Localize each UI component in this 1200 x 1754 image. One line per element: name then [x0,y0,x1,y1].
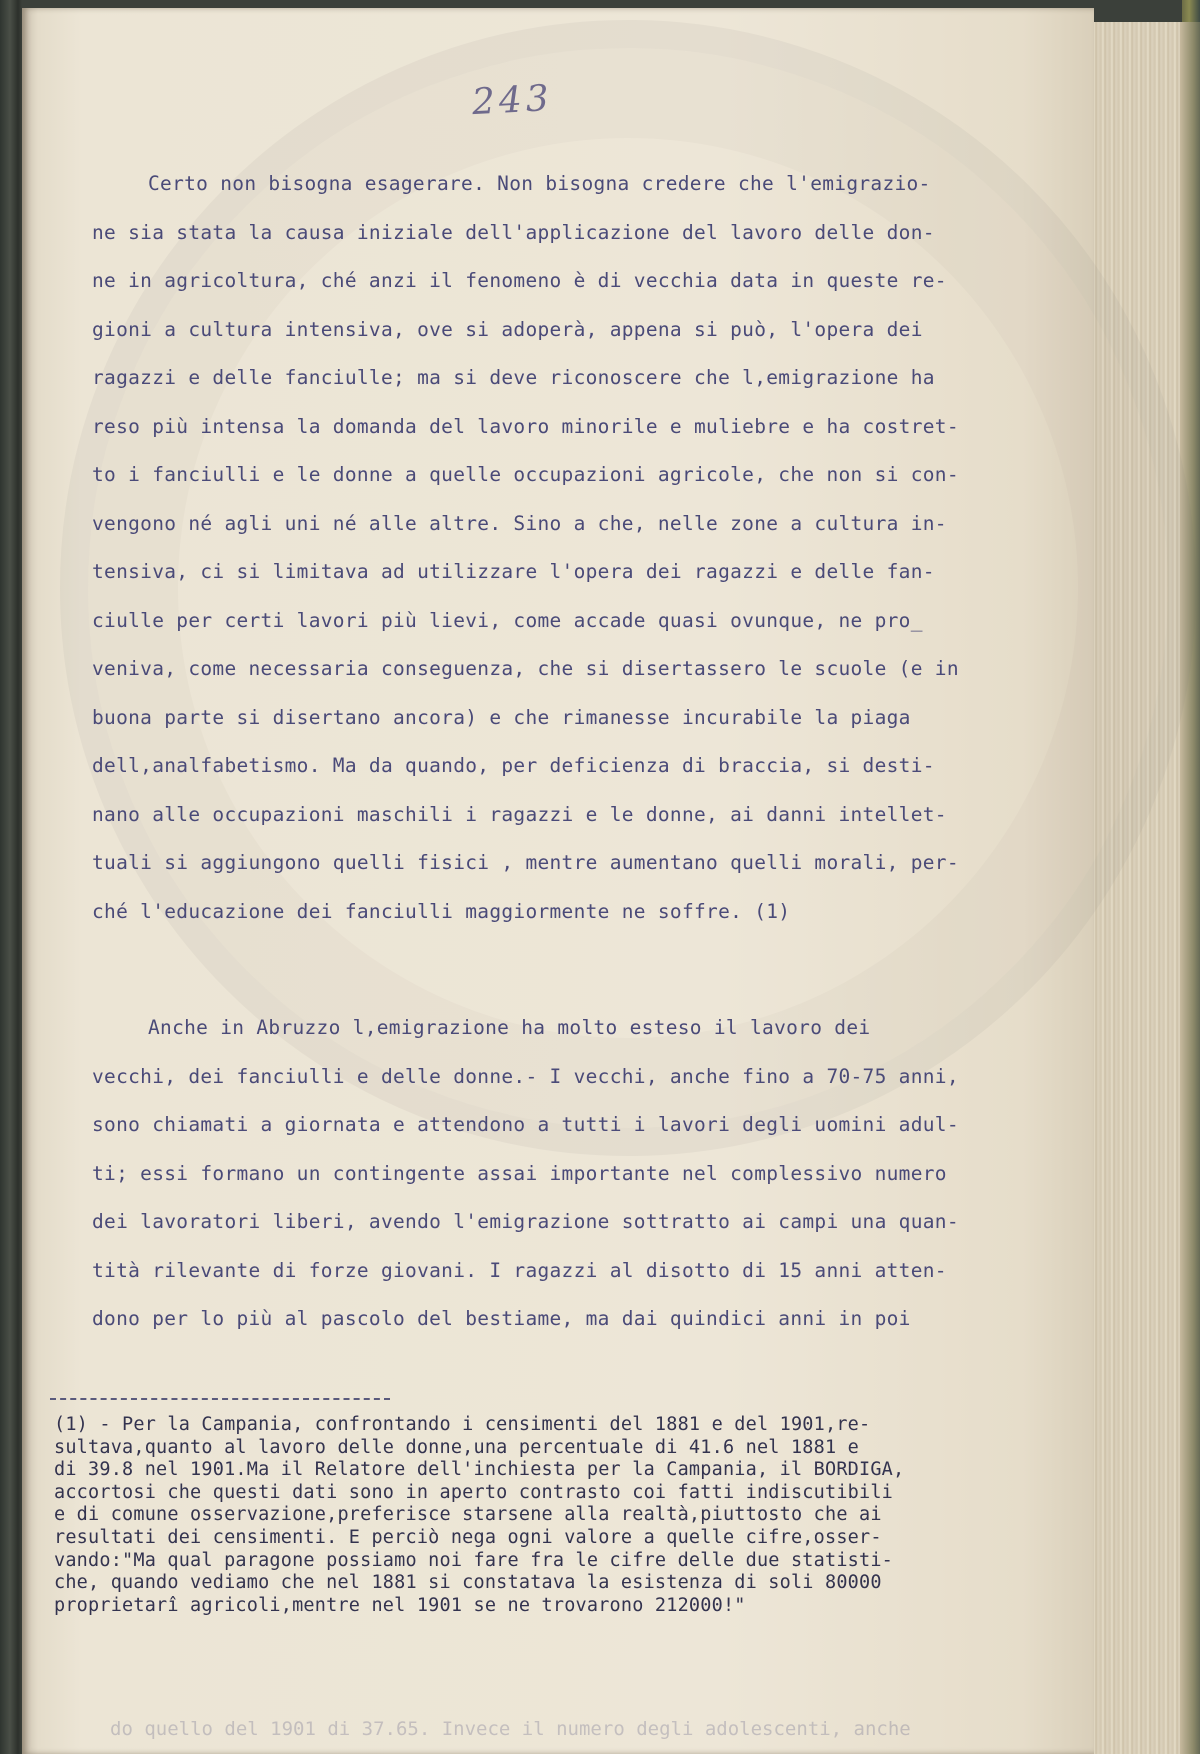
text-line: tità rilevante di forze giovani. I ragazzi al disotto di 15 anni atten- [92,1258,947,1282]
footnote-line: che, quando vediamo che nel 1881 si constatava la esistenza di soli 80000 [54,1572,882,1594]
text-line: ne in agricoltura, ché anzi il fenomeno è di vecchia data in queste re- [92,269,947,292]
footnote-line: vando:"Ma qual paragone possiamo noi fare fra le cifre delle due statisti- [54,1549,894,1571]
text-line: ché l'educazione dei fanciulli maggiormente ne soffre. (1) [92,899,791,923]
text-line: veniva, come necessaria conseguenza, che si disertassero le scuole (e in [92,657,959,680]
footnote-line: (1) - Per la Campania, confrontando i censimenti del 1881 e del 1901,re- [54,1414,871,1435]
text-line: dell,analfabetismo. Ma da quando, per deficienza di braccia, si desti- [92,754,935,777]
text-line: gioni a cultura intensiva, ove si adoperà, appena si può, l'opera dei [92,317,923,341]
text-line: tuali si aggiungono quelli fisici , mentre aumentano quelli morali, per- [92,851,959,874]
text-line: vengono né agli uni né alle altre. Sino a che, nelle zone a cultura in- [92,511,947,535]
text-line: ti; essi formano un contingente assai importante nel complessivo numero [92,1161,947,1185]
text-line: ne sia stata la causa iniziale dell'applicazione del lavoro delle don- [92,220,935,244]
text-line: dono per lo più al pascolo del bestiame, ma dai quindici anni in poi [92,1307,911,1330]
body-text [92,172,1052,1356]
bleed-through-text: do quello del 1901 di 37.65. Invece il numero degli adolescenti, anche [110,1718,911,1740]
text-line: tensiva, ci si limitava ad utilizzare l'opera dei ragazzi e delle fan- [92,560,935,583]
text-line: sono chiamati a giornata e attendono a tutti i lavori degli uomini adul- [92,1113,959,1136]
page-number: 243 [470,77,554,124]
text-line: to i fanciulli e le donne a quelle occupazioni agricole, che non si con- [92,463,959,486]
text-line: ragazzi e delle fanciulle; ma si deve riconoscere che l,emigrazione ha [92,366,935,389]
footnote-divider [50,1398,390,1400]
footnote-line: sultava,quanto al lavoro delle donne,una percentuale di 41.6 nel 1881 e [54,1436,859,1458]
footnote-line: di 39.8 nel 1901.Ma il Relatore dell'inchiesta per la Campania, il BORDIGA, [54,1459,905,1481]
text-line: reso più intensa la domanda del lavoro minorile e muliebre e ha costret- [92,414,959,438]
footnote-line: accortosi che questi dati sono in aperto contrasto coi fatti indiscutibili [54,1481,894,1503]
footnote-line: e di comune osservazione,preferisce starsene alla realtà,piuttosto che ai [54,1504,882,1526]
paragraph-2 [92,1016,1052,1356]
footnote-line: resultati dei censimenti. E perciò nega ogni valore a quelle cifre,osser- [54,1526,882,1548]
text-line: vecchi, dei fanciulli e delle donne.- I vecchi, anche fino a 70-75 anni, [92,1064,959,1088]
text-line: dei lavoratori liberi, avendo l'emigrazione sottratto ai campi una quan- [92,1210,959,1233]
text-line: buona parte si disertano ancora) e che rimanesse incurabile la piaga [92,705,911,729]
text-line: Certo non bisogna esagerare. Non bisogna credere che l'emigrazio- [148,172,931,195]
footnote-line: proprietarî agricoli,mentre nel 1901 se ne trovarono 212000!" [54,1594,746,1616]
text-line: ciulle per certi lavori più lievi, come accade quasi ovunque, ne pro_ [92,608,923,632]
text-line: nano alle occupazioni maschili i ragazzi e le donne, ai danni intellet- [92,802,947,826]
paragraph-1 [92,172,1052,948]
footnote [54,1414,1064,1617]
text-line: Anche in Abruzzo l,emigrazione ha molto esteso il lavoro dei [148,1016,871,1039]
